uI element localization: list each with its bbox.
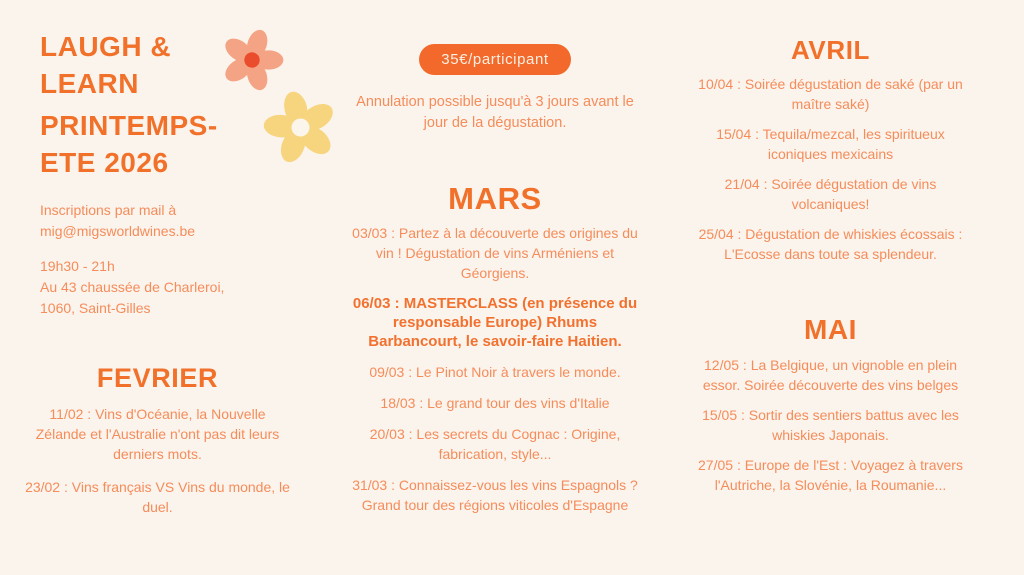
address-street: Au 43 chaussée de Charleroi, xyxy=(40,279,225,295)
flower-salmon-icon xyxy=(212,20,293,101)
title-laugh-learn xyxy=(40,28,218,102)
contact-info xyxy=(40,200,224,333)
month-section-fevrier xyxy=(25,362,290,530)
title-line-1: LAUGH & xyxy=(40,31,172,62)
month-heading-mai: MAI xyxy=(803,314,858,345)
event-item: 03/03 : Partez à la découverte des origines du vin ! Dégustation de vins Arméniens et Géorgiens. xyxy=(352,225,638,281)
title-line-2: LEARN xyxy=(40,68,139,99)
email-address: mig@migsworldwines.be xyxy=(40,223,196,239)
event-item: 12/05 : La Belgique, un vignoble en plein essor. Soirée découverte des vins belges xyxy=(702,357,959,393)
flower-yellow-icon xyxy=(255,82,346,173)
schedule-address xyxy=(40,256,224,319)
event-item: 18/03 : Le grand tour des vins d'Italie xyxy=(380,395,610,411)
event-item: 21/04 : Soirée dégustation de vins volcaniques! xyxy=(724,176,937,212)
month-section-mai xyxy=(688,313,973,505)
event-item: 20/03 : Les secrets du Cognac : Origine, fabrication, style... xyxy=(369,426,621,462)
title-printemps-ete xyxy=(40,107,218,181)
title-line-4: ETE 2026 xyxy=(40,147,169,178)
price-badge xyxy=(419,44,570,75)
event-item: 09/03 : Le Pinot Noir à travers le monde. xyxy=(369,364,621,380)
event-item: 27/05 : Europe de l'Est : Voyagez à travers l'Autriche, la Slovénie, la Roumanie... xyxy=(698,457,963,493)
month-heading-avril: AVRIL xyxy=(790,35,871,65)
event-item: 10/04 : Soirée dégustation de saké (par un maître saké) xyxy=(698,76,963,112)
page-title xyxy=(40,28,218,186)
address-city: 1060, Saint-Gilles xyxy=(40,300,151,316)
event-item: 23/02 : Vins français VS Vins du monde, le duel. xyxy=(25,479,290,515)
month-heading-mars: MARS xyxy=(448,181,542,216)
price-badge-label: 35€/participant xyxy=(441,51,549,68)
cancellation-note: Annulation possible jusqu'à 3 jours avant le jour de la dégustation. xyxy=(356,94,634,131)
title-line-3: PRINTEMPS- xyxy=(40,110,218,141)
inscription-label: Inscriptions par mail à xyxy=(40,202,177,218)
event-item: 15/05 : Sortir des sentiers battus avec les whiskies Japonais. xyxy=(702,407,959,443)
month-heading-fevrier: FEVRIER xyxy=(96,363,219,393)
event-item: 25/04 : Dégustation de whiskies écossais : L'Ecosse dans toute sa splendeur. xyxy=(698,226,963,262)
event-item: 31/03 : Connaissez-vous les vins Espagnols ? Grand tour des régions viticoles d'Espagne xyxy=(352,477,638,513)
month-section-avril xyxy=(688,34,973,274)
inscription-info xyxy=(40,200,224,242)
event-item-masterclass: 06/03 : MASTERCLASS (en présence du responsable Europe) Rhums Barbancourt, le savoir-faire Haitien. xyxy=(352,295,638,350)
pricing-block xyxy=(345,44,645,134)
event-item: 15/04 : Tequila/mezcal, les spiritueux iconiques mexicains xyxy=(716,126,945,162)
event-hours: 19h30 - 21h xyxy=(40,258,115,274)
event-item: 11/02 : Vins d'Océanie, la Nouvelle Zélande et l'Australie n'ont pas dit leurs derniers mots. xyxy=(35,406,280,462)
month-section-mars xyxy=(345,180,645,526)
